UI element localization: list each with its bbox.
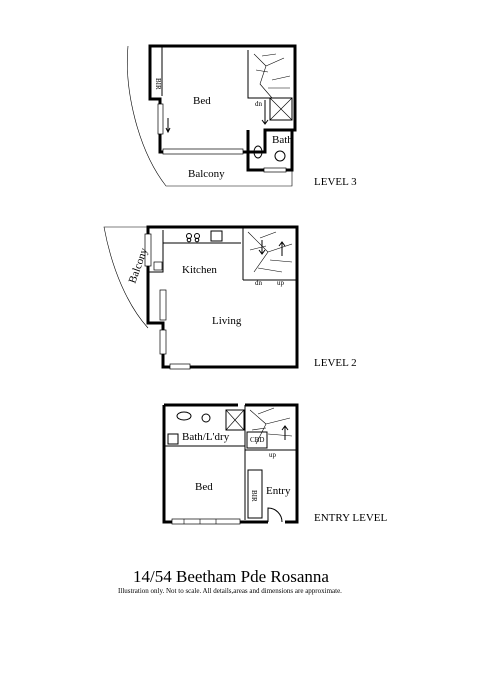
- entry-level-basin: [177, 412, 191, 420]
- level-3-balcony-label: Balcony: [188, 168, 225, 180]
- entry-level-stair-arrow-up: [282, 426, 288, 440]
- level-2-window-side: [160, 290, 166, 320]
- level-2-stair-arrow-dn: [259, 240, 265, 254]
- entry-level-bed-label: Bed: [195, 481, 213, 493]
- entry-level-cbd-label: CBD: [250, 436, 265, 444]
- entry-level-bath-ldry-label: Bath/L'dry: [182, 431, 230, 443]
- entry-level-entry-label: Entry: [266, 485, 291, 497]
- level-3-window-balcony: [163, 149, 243, 154]
- entry-level-shower-cross: [226, 410, 244, 430]
- level-2-sink: [211, 231, 222, 241]
- property-address: 14/54 Beetham Pde Rosanna: [133, 567, 329, 586]
- level-2-up-label: up: [277, 279, 284, 287]
- level-2-kitchen-label: Kitchen: [182, 264, 217, 276]
- level-2-stair-treads: [248, 232, 292, 272]
- level-2-walls: [148, 227, 297, 367]
- level-3-title: LEVEL 3: [314, 176, 357, 188]
- entry-level-toilet: [202, 414, 210, 422]
- entry-level-title: ENTRY LEVEL: [314, 512, 388, 524]
- level-3-plan: [127, 46, 357, 188]
- level-2-dn-label: dn: [255, 279, 262, 287]
- level-2-window-low: [160, 330, 166, 354]
- level-3-door-arrow: [166, 118, 170, 132]
- entry-level-door-swing: [268, 508, 282, 522]
- level-2-stair-arrow-up: [279, 242, 285, 256]
- level-2-living-label: Living: [212, 315, 242, 327]
- level-3-bir-label: BIR: [154, 78, 162, 90]
- entry-level-window-bottom: [172, 519, 240, 524]
- level-2-fridge: [154, 262, 162, 270]
- level-3-balcony-outline: [127, 46, 292, 186]
- entry-level-bir-label: BIR: [250, 490, 258, 502]
- level-3-stair-arrow: [262, 100, 268, 124]
- level-3-window-bath: [264, 168, 286, 172]
- entry-level-walls: [164, 405, 297, 522]
- level-2-plan: [104, 227, 357, 369]
- level-2-balcony-label: Balcony: [126, 246, 151, 286]
- level-3-stair-treads: [254, 54, 290, 98]
- level-2-balcony-outline: [104, 227, 148, 328]
- level-3-void-cross: [270, 98, 292, 120]
- level-3-window-side: [158, 104, 163, 134]
- level-3-bed-label: Bed: [193, 95, 211, 107]
- level-2-window-bottom: [170, 364, 190, 369]
- level-2-title: LEVEL 2: [314, 357, 357, 369]
- level-3-bath-label: Bath: [272, 134, 293, 146]
- disclaimer-text: Illustration only. Not to scale. All details,areas and dimensions are approximate.: [118, 587, 342, 595]
- entry-level-plan: [164, 405, 387, 524]
- entry-level-up-label: up: [269, 451, 276, 459]
- level-3-dn-label: dn: [255, 100, 262, 108]
- level-3-toilet: [275, 151, 285, 161]
- entry-level-laundry-tub: [168, 434, 178, 444]
- level-3-stair-outline: [248, 50, 292, 98]
